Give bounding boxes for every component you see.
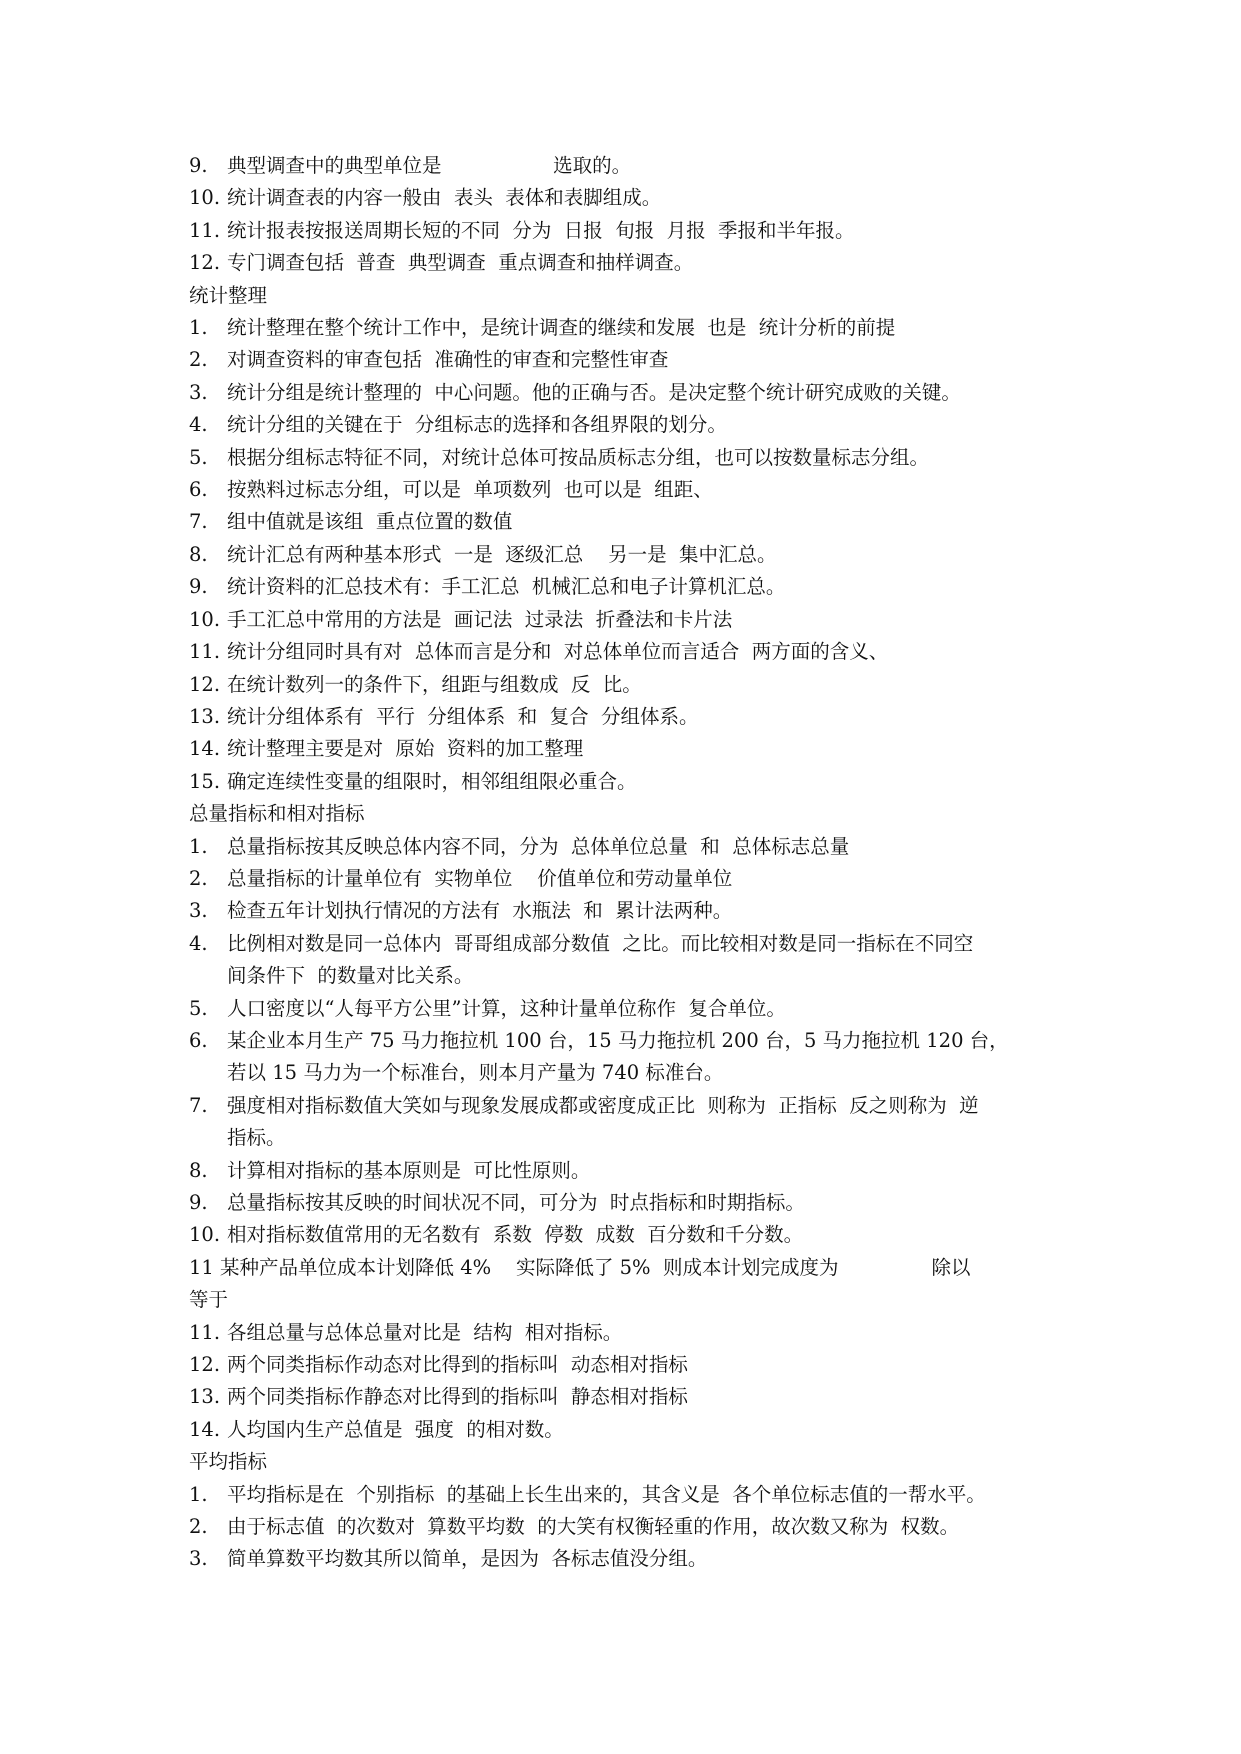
list-item-text: 确定连续性变量的组限时，相邻组组限必重合。 <box>227 769 637 793</box>
list-item <box>189 377 1069 409</box>
section-heading: 平均指标 <box>189 1450 268 1474</box>
list-item-number: 11. <box>189 218 221 242</box>
list-item-number: 2. <box>189 1515 208 1539</box>
list-item-text: 统计报表按报送周期长短的不同 分为 日报 旬报 月报 季报和半年报。 <box>227 218 855 242</box>
list-item <box>189 1543 1069 1575</box>
list-item-number: 5. <box>189 445 208 469</box>
list-item-number: 3. <box>189 380 208 404</box>
list-item-number: 10. <box>189 607 221 631</box>
list-item-text: 统计整理在整个统计工作中，是统计调查的继续和发展 也是 统计分析的前提 <box>227 316 896 340</box>
list-item-number: 7. <box>189 1093 208 1117</box>
list-item <box>189 150 1069 182</box>
list-item-number: 4. <box>189 931 208 955</box>
list-item <box>189 506 1069 538</box>
list-item <box>189 993 1069 1025</box>
list-item <box>189 1349 1069 1381</box>
list-item <box>189 863 1069 895</box>
list-item-text: 总量指标按其反映的时间状况不同，可分为 时点指标和时期指标。 <box>227 1191 805 1214</box>
list-item-text: 简单算数平均数其所以简单，是因为 各标志值没分组。 <box>227 1547 708 1571</box>
list-item-text: 某企业本月生产 75 马力拖拉机 100 台，15 马力拖拉机 200 台，5 马力拖拉机 120 台， 若以 15 马力为一个标准台，则本月产量为 740 标准台。 <box>227 1028 1009 1085</box>
list-item-number: 3. <box>189 1547 208 1571</box>
list-item-number: 12. <box>189 251 221 275</box>
list-item-number: 3. <box>189 899 208 923</box>
list-item-text: 平均指标是在 个别指标 的基础上长生出来的，其含义是 各个单位标志值的一帮水平。 <box>227 1482 986 1506</box>
list-item <box>189 669 1069 701</box>
list-item <box>189 1025 1069 1090</box>
list-item-number: 4. <box>189 413 208 437</box>
list-item <box>189 928 1069 993</box>
list-item-text: 计算相对指标的基本原则是 可比性原则。 <box>227 1158 591 1182</box>
list-item <box>189 344 1069 376</box>
list-item <box>189 895 1069 927</box>
list-item-text: 统计分组体系有 平行 分组体系 和 复合 分组体系。 <box>227 704 699 728</box>
list-item-text: 总量指标按其反映总体内容不同，分为 总体单位总量 和 总体标志总量 <box>227 834 850 858</box>
list-item <box>189 247 1069 279</box>
list-item-number: 7. <box>189 510 208 534</box>
list-item <box>189 1479 1069 1511</box>
list-item-number: 13. <box>189 1385 221 1409</box>
list-item <box>189 1381 1069 1413</box>
list-item <box>189 1090 1069 1155</box>
list-item <box>189 539 1069 571</box>
list-item-text: 手工汇总中常用的方法是 画记法 过录法 折叠法和卡片法 <box>227 607 733 631</box>
list-item-text: 人均国内生产总值是 强度 的相对数。 <box>227 1417 564 1441</box>
list-item <box>189 409 1069 441</box>
list-item-text: 专门调查包括 普查 典型调查 重点调查和抽样调查。 <box>227 251 694 275</box>
list-item-text: 典型调查中的典型单位是 选取的。 <box>227 154 632 177</box>
list-item-text: 由于标志值 的次数对 算数平均数 的大笑有权衡轻重的作用，故次数又称为 权数。 <box>227 1515 960 1539</box>
list-item-number: 1. <box>189 1482 208 1506</box>
list-item <box>189 1252 1069 1317</box>
list-item-text: 统计分组同时具有对 总体而言是分和 对总体单位而言适合 两方面的含义、 <box>227 640 889 664</box>
list-item-number: 12. <box>189 672 221 696</box>
list-item-text: 组中值就是该组 重点位置的数值 <box>227 510 513 534</box>
list-item-number: 8. <box>189 542 208 566</box>
list-item <box>189 1155 1069 1187</box>
list-item-text: 检查五年计划执行情况的方法有 水瓶法 和 累计法两种。 <box>227 899 733 923</box>
list-item-text: 统计分组的关键在于 分组标志的选择和各组界限的划分。 <box>227 413 727 437</box>
list-item <box>189 733 1069 765</box>
list-item-text: 各组总量与总体总量对比是 结构 相对指标。 <box>227 1320 623 1344</box>
list-item <box>189 1511 1069 1543</box>
list-item-number: 2. <box>189 348 208 372</box>
document-body <box>189 150 1069 1576</box>
list-item-number: 14. <box>189 1417 221 1441</box>
list-item-number: 9. <box>189 154 208 177</box>
list-item-number: 11. <box>189 1320 221 1344</box>
list-item-number: 13. <box>189 704 221 728</box>
list-item-text: 11 某种产品单位成本计划降低 4% 实际降低了 5% 则成本计划完成度为 除以 等于 <box>189 1255 971 1312</box>
list-item-text: 在统计数列一的条件下，组距与组数成 反 比。 <box>227 672 642 696</box>
list-item <box>189 766 1069 798</box>
list-item-number: 1. <box>189 834 208 858</box>
list-item <box>189 831 1069 863</box>
list-item-number: 11. <box>189 640 221 664</box>
list-item-text: 对调查资料的审查包括 准确性的审查和完整性审查 <box>227 348 669 372</box>
list-item-text: 统计汇总有两种基本形式 一是 逐级汇总 另一是 集中汇总。 <box>227 542 777 566</box>
list-item-number: 5. <box>189 996 208 1020</box>
list-item <box>189 1187 1069 1219</box>
list-item-number: 10. <box>189 1223 221 1247</box>
list-item-number: 9. <box>189 575 208 599</box>
list-item <box>189 1219 1069 1251</box>
list-item-text: 统计调查表的内容一般由 表头 表体和表脚组成。 <box>227 186 662 210</box>
list-item-number: 1. <box>189 316 208 340</box>
list-item-text: 两个同类指标作静态对比得到的指标叫 静态相对指标 <box>227 1385 688 1409</box>
list-item-text: 统计整理主要是对 原始 资料的加工整理 <box>227 737 584 761</box>
list-item <box>189 701 1069 733</box>
list-item-number: 2. <box>189 866 208 890</box>
list-item <box>189 182 1069 214</box>
list-item-text: 人口密度以“人每平方公里”计算，这种计量单位称作 复合单位。 <box>227 996 786 1020</box>
list-item <box>189 474 1069 506</box>
list-item-text: 比例相对数是同一总体内 哥哥组成部分数值 之比。而比较相对数是同一指标在不同空 间条件下 的数量对比关系。 <box>227 931 974 988</box>
list-item <box>189 215 1069 247</box>
list-item-text: 相对指标数值常用的无名数有 系数 停数 成数 百分数和千分数。 <box>227 1223 804 1247</box>
list-item <box>189 312 1069 344</box>
list-item-number: 6. <box>189 1028 208 1052</box>
list-item-text: 两个同类指标作动态对比得到的指标叫 动态相对指标 <box>227 1353 688 1377</box>
list-item <box>189 1317 1069 1349</box>
list-item <box>189 636 1069 668</box>
list-item-text: 根据分组标志特征不同，对统计总体可按品质标志分组，也可以按数量标志分组。 <box>227 445 930 469</box>
list-item <box>189 442 1069 474</box>
list-item-number: 9. <box>189 1191 208 1214</box>
list-item-number: 15. <box>189 769 221 793</box>
list-item-text: 按熟料过标志分组，可以是 单项数列 也可以是 组距、 <box>227 478 713 502</box>
list-item-text: 统计资料的汇总技术有：手工汇总 机械汇总和电子计算机汇总。 <box>227 575 786 599</box>
list-item-number: 8. <box>189 1158 208 1182</box>
section-heading: 统计整理 <box>189 283 268 307</box>
list-item-number: 6. <box>189 478 208 502</box>
list-item <box>189 571 1069 603</box>
list-item-number: 12. <box>189 1353 221 1377</box>
list-item <box>189 1414 1069 1446</box>
list-item-text: 强度相对指标数值大笑如与现象发展成都或密度成正比 则称为 正指标 反之则称为 逆 指标。 <box>227 1093 979 1150</box>
list-item <box>189 604 1069 636</box>
list-item-number: 10. <box>189 186 221 210</box>
list-item-text: 总量指标的计量单位有 实物单位 价值单位和劳动量单位 <box>227 866 733 890</box>
list-item-number: 14. <box>189 737 221 761</box>
section-heading: 总量指标和相对指标 <box>189 802 365 826</box>
list-item-text: 统计分组是统计整理的 中心问题。他的正确与否。是决定整个统计研究成败的关键。 <box>227 380 961 404</box>
